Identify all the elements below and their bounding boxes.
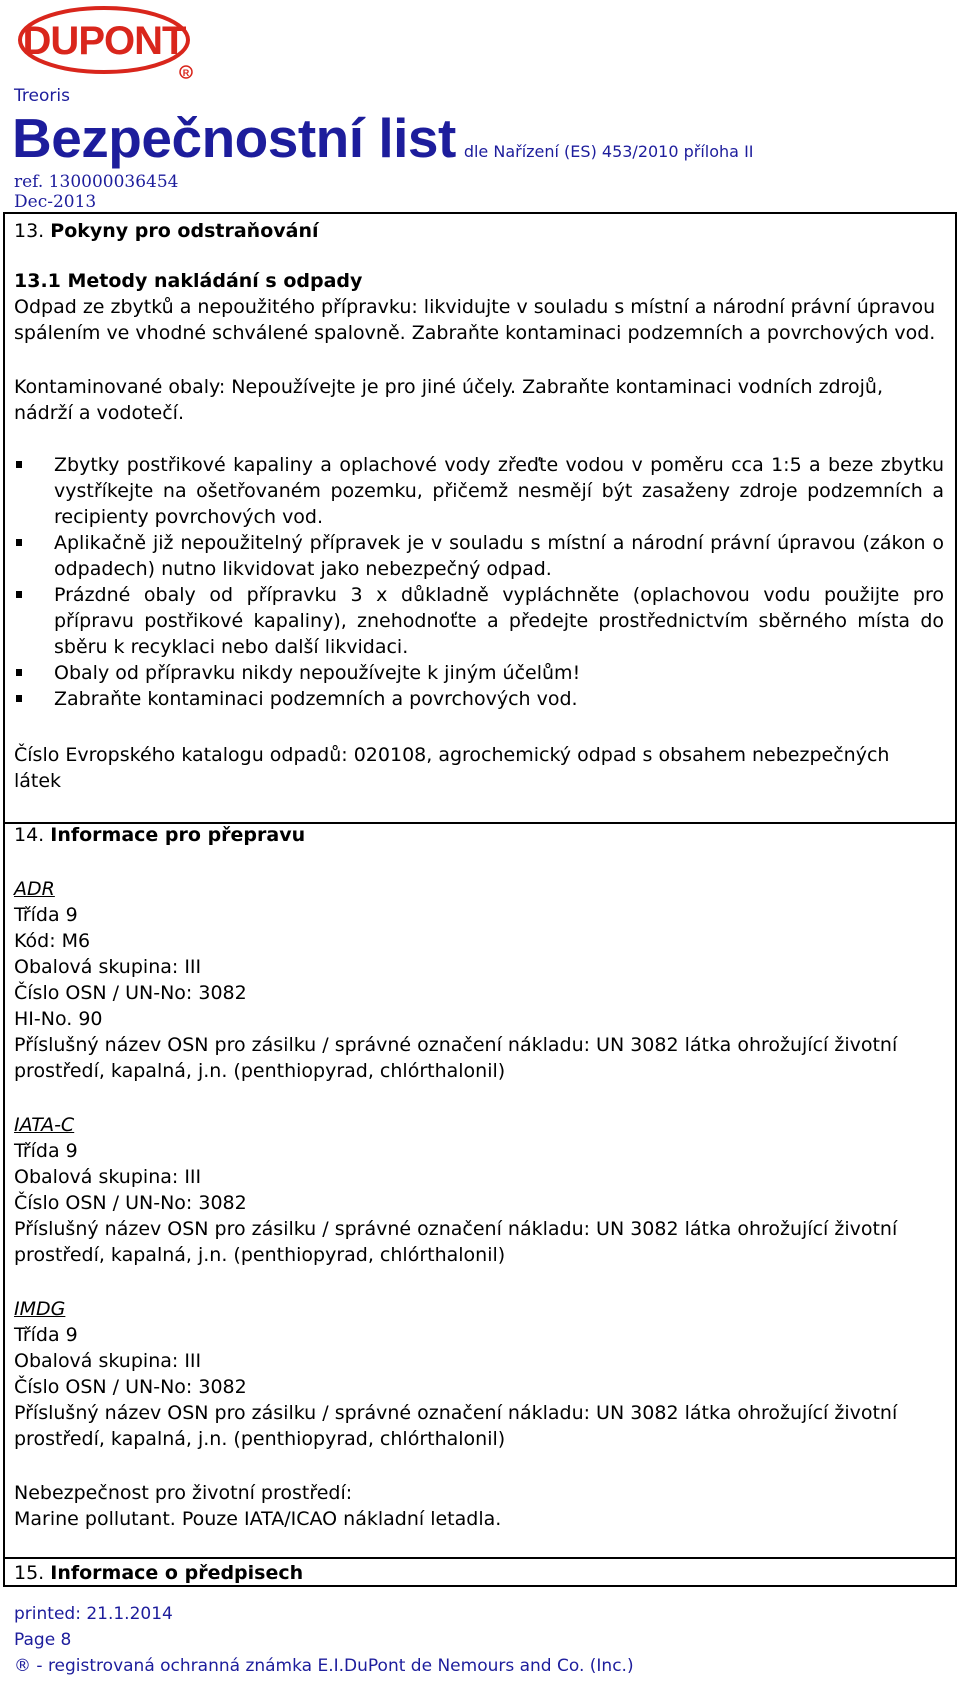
imdg-label: IMDG [14, 1298, 66, 1320]
page-number: Page 8 [14, 1630, 72, 1650]
adr-packing-group: Obalová skupina: III [14, 956, 202, 978]
list-item: Obaly od přípravku nikdy nepoužívejte k jiným účelům! [14, 660, 944, 686]
bullet-icon [16, 461, 22, 468]
list-item: Zabraňte kontaminaci podzemních a povrchových vod. [14, 686, 944, 712]
bullet-icon [16, 695, 22, 702]
adr-class: Třída 9 [14, 904, 78, 926]
imdg-un-number: Číslo OSN / UN-No: 3082 [14, 1376, 247, 1398]
adr-shipping-name-line-2: prostředí, kapalná, j.n. (penthiopyrad, chlórthalonil) [14, 1060, 506, 1082]
document-title: Bezpečnostní list [12, 107, 456, 169]
list-item: Zbytky postřikové kapaliny a oplachové vody zřeďte vodou v poměru cca 1:5 a beze zbytku vystříkejte na ošetřovaném pozemku, přičemž nesmějí být zasaženy zdroje podzemních a recipienty povrchových vod. [14, 452, 944, 530]
document-date: Dec-2013 [14, 192, 97, 212]
adr-shipping-name-line-1: Příslušný název OSN pro zásilku / správné označení nákladu: UN 3082 látka ohrožující životní [14, 1034, 898, 1056]
imdg-class: Třída 9 [14, 1324, 78, 1346]
adr-label: ADR [14, 878, 55, 900]
reference-number: ref. 130000036454 [14, 172, 179, 192]
iata-label: IATA-C [14, 1114, 75, 1136]
adr-hi-number: HI-No. 90 [14, 1008, 103, 1030]
environmental-hazard-text: Marine pollutant. Pouze IATA/ICAO nákladní letadla. [14, 1508, 502, 1530]
bullet-icon [16, 591, 22, 598]
adr-code: Kód: M6 [14, 930, 91, 952]
section-13-1-heading: 13.1 Metody nakládání s odpady [14, 270, 363, 292]
iata-un-number: Číslo OSN / UN-No: 3082 [14, 1192, 247, 1214]
document-subtitle: dle Nařízení (ES) 453/2010 příloha II [463, 142, 754, 161]
imdg-shipping-name-line-1: Příslušný název OSN pro zásilku / správné označení nákladu: UN 3082 látka ohrožující životní [14, 1402, 898, 1424]
waste-catalog-line-2: látek [14, 770, 62, 792]
waste-text-line-1: Odpad ze zbytků a nepoužitého přípravku: likvidujte v souladu s místní a národní právní úpravou [14, 296, 936, 318]
printed-date: printed: 21.1.2014 [14, 1604, 173, 1624]
bullet-icon [16, 539, 22, 546]
list-item: Prázdné obaly od přípravku 3 x důkladně vypláchněte (oplachovou vodu použijte pro přípravu postřikové kapaliny), znehodnoťte a předejte prostřednictvím sběrného místa do sběru k recyklaci nebo další likvidaci. [14, 582, 944, 660]
trademark-notice: ® - registrovaná ochranná známka E.I.DuPont de Nemours and Co. (Inc.) [14, 1656, 634, 1676]
dupont-logo [16, 4, 198, 84]
iata-shipping-name-line-1: Příslušný název OSN pro zásilku / správné označení nákladu: UN 3082 látka ohrožující životní [14, 1218, 898, 1240]
disposal-bullet-list [14, 452, 944, 712]
waste-catalog-line-1: Číslo Evropského katalogu odpadů: 020108, agrochemický odpad s obsahem nebezpečných [14, 744, 890, 766]
svg-text:R: R [182, 68, 190, 78]
packaging-text-line-1: Kontaminované obaly: Nepoužívejte je pro jiné účely. Zabraňte kontaminaci vodních zdrojů, [14, 376, 883, 398]
imdg-packing-group: Obalová skupina: III [14, 1350, 202, 1372]
section-15-heading: 15. Informace o předpisech [14, 1562, 304, 1584]
iata-class: Třída 9 [14, 1140, 78, 1162]
iata-packing-group: Obalová skupina: III [14, 1166, 202, 1188]
product-name: Treoris [14, 86, 70, 106]
environmental-hazard-label: Nebezpečnost pro životní prostředí: [14, 1482, 353, 1504]
document-title-block [12, 106, 754, 170]
logo-wordmark: DUPONT [22, 19, 186, 63]
iata-shipping-name-line-2: prostředí, kapalná, j.n. (penthiopyrad, chlórthalonil) [14, 1244, 506, 1266]
waste-text-line-2: spálením ve vhodné schválené spalovně. Zabraňte kontaminaci podzemních a povrchových vod. [14, 322, 936, 344]
packaging-text-line-2: nádrží a vodotečí. [14, 402, 184, 424]
section-13-heading: 13. Pokyny pro odstraňování [14, 220, 319, 242]
section-14-heading: 14. Informace pro přepravu [14, 824, 306, 846]
adr-un-number: Číslo OSN / UN-No: 3082 [14, 982, 247, 1004]
bullet-icon [16, 669, 22, 676]
list-item: Aplikačně již nepoužitelný přípravek je v souladu s místní a národní právní úpravou (zákon o odpadech) nutno likvidovat jako nebezpečný odpad. [14, 530, 944, 582]
imdg-shipping-name-line-2: prostředí, kapalná, j.n. (penthiopyrad, chlórthalonil) [14, 1428, 506, 1450]
